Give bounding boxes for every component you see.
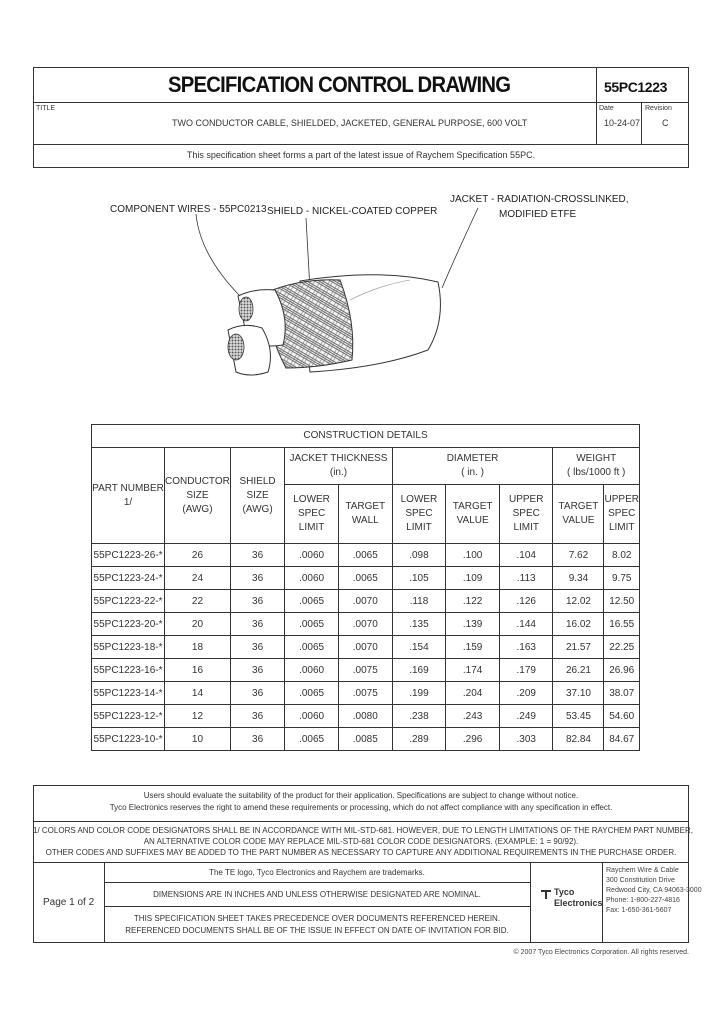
table-cell: 24: [165, 567, 231, 590]
table-cell: .0075: [338, 659, 392, 682]
table-cell: 7.62: [553, 544, 604, 567]
page-title: SPECIFICATION CONTROL DRAWING: [168, 72, 511, 97]
table-cell: 12.50: [604, 590, 640, 613]
note-1-line-2: AN ALTERNATIVE COLOR CODE MAY REPLACE MIL-STD-681 COLOR CODE DESIGNATORS. (EXAMPLE: 1 = 90/92).: [143, 837, 579, 846]
address-line: 300 Constitution Drive: [606, 877, 675, 884]
table-title: CONSTRUCTION DETAILS: [92, 425, 640, 448]
address-line: Phone: 1-800-227-4816: [606, 897, 680, 904]
cable-illustration: [0, 0, 720, 420]
table-cell: .109: [446, 567, 500, 590]
logo-line-1: Tyco: [554, 887, 575, 897]
sub-jacket-lower-spec-limit: LOWER SPEC LIMIT: [285, 485, 339, 544]
table-cell: .098: [392, 544, 446, 567]
table-cell: 16.02: [553, 613, 604, 636]
table-cell: .0075: [338, 682, 392, 705]
page-number: Page 1 of 2: [43, 897, 95, 908]
sub-weight-upper-spec-limit: UPPER SPEC LIMIT: [604, 485, 640, 544]
table-cell: 10: [165, 728, 231, 751]
table-row: [92, 590, 640, 613]
table-cell: 55PC1223-12-*: [92, 705, 165, 728]
table-cell: .179: [500, 659, 553, 682]
table-cell: .209: [500, 682, 553, 705]
table-cell: 55PC1223-24-*: [92, 567, 165, 590]
table-cell: .118: [392, 590, 446, 613]
table-cell: .0070: [338, 590, 392, 613]
sub-diameter-target-value: TARGET VALUE: [446, 485, 500, 544]
table-cell: 22: [165, 590, 231, 613]
table-cell: 55PC1223-10-*: [92, 728, 165, 751]
table-cell: 55PC1223-16-*: [92, 659, 165, 682]
doc-number: 55PC1223: [604, 79, 667, 95]
note-1-line-3: OTHER CODES AND SUFFIXES MAY BE ADDED TO THE PART NUMBER AS NECESSARY TO CAPTURE ANY ADDITIONAL REQUIREMENTS IN THE PURCHASE ORDER.: [45, 848, 677, 857]
table-cell: 9.34: [553, 567, 604, 590]
table-cell: .0070: [338, 636, 392, 659]
table-cell: .159: [446, 636, 500, 659]
table-cell: 9.75: [604, 567, 640, 590]
table-cell: .249: [500, 705, 553, 728]
table-cell: 21.57: [553, 636, 604, 659]
table-cell: .135: [392, 613, 446, 636]
trademarks-note: The TE logo, Tyco Electronics and Raychem are trademarks.: [209, 868, 425, 877]
note-1-line-1: 1/ COLORS AND COLOR CODE DESIGNATORS SHALL BE IN ACCORDANCE WITH MIL-STD-681. HOWEVER, DUE TO LENGTH LIMITATIONS OF THE RAYCHEM PART NUMBER,: [33, 826, 693, 835]
table-cell: 36: [230, 636, 284, 659]
precedence-line-1: THIS SPECIFICATION SHEET TAKES PRECEDENCE OVER DOCUMENTS REFERENCED HEREIN.: [133, 914, 501, 923]
copyright: © 2007 Tyco Electronics Corporation. All rights reserved.: [513, 949, 689, 956]
table-cell: 12: [165, 705, 231, 728]
table-cell: .0070: [338, 613, 392, 636]
table-cell: 20: [165, 613, 231, 636]
table-cell: 55PC1223-20-*: [92, 613, 165, 636]
table-row: [92, 636, 640, 659]
table-cell: 26.96: [604, 659, 640, 682]
table-cell: 55PC1223-18-*: [92, 636, 165, 659]
logo-line-2: Electronics: [554, 898, 603, 908]
table-row: [92, 705, 640, 728]
sub-weight-target-value: TARGET VALUE: [553, 485, 604, 544]
title-text: TWO CONDUCTOR CABLE, SHIELDED, JACKETED, GENERAL PURPOSE, 600 VOLT: [172, 118, 528, 128]
table-cell: .126: [500, 590, 553, 613]
table-row: [92, 728, 640, 751]
leader-jacket: [442, 208, 478, 288]
table-cell: 36: [230, 590, 284, 613]
col-part-number: PART NUMBER 1/: [92, 448, 165, 544]
table-cell: 82.84: [553, 728, 604, 751]
revision-label: Revision: [645, 105, 672, 112]
label-shield: SHIELD - NICKEL-COATED COPPER: [267, 206, 438, 217]
table-cell: 16.55: [604, 613, 640, 636]
table-cell: 8.02: [604, 544, 640, 567]
sub-diameter-lower-spec-limit: LOWER SPEC LIMIT: [392, 485, 446, 544]
table-cell: .0060: [285, 567, 339, 590]
table-row: [92, 567, 640, 590]
table-cell: 55PC1223-14-*: [92, 682, 165, 705]
table-cell: 36: [230, 659, 284, 682]
table-cell: 36: [230, 544, 284, 567]
table-cell: .100: [446, 544, 500, 567]
col-shield-size: SHIELD SIZE (AWG): [230, 448, 284, 544]
table-cell: .0080: [338, 705, 392, 728]
table-cell: 55PC1223-26-*: [92, 544, 165, 567]
table-row: [92, 613, 640, 636]
table-cell: .303: [500, 728, 553, 751]
conductor-end-upper: [239, 297, 253, 321]
table-cell: .163: [500, 636, 553, 659]
users-note-2: Tyco Electronics reserves the right to amend these requirements or processing, which do not affect compliance with any specification in effect.: [109, 803, 613, 812]
table-cell: .0065: [285, 613, 339, 636]
sub-jacket-target-wall: TARGET WALL: [338, 485, 392, 544]
table-cell: 84.67: [604, 728, 640, 751]
table-cell: 36: [230, 613, 284, 636]
users-note-1: Users should evaluate the suitability of the product for their application. Specifications are subject to change without notice.: [143, 791, 579, 800]
table-cell: 22.25: [604, 636, 640, 659]
table-cell: .0065: [285, 590, 339, 613]
precedence-line-2: REFERENCED DOCUMENTS SHALL BE OF THE ISSUE IN EFFECT ON DATE OF INVITATION FOR BID.: [125, 926, 509, 935]
label-jacket-line2: MODIFIED ETFE: [499, 209, 577, 220]
table-cell: 36: [230, 728, 284, 751]
table-cell: .105: [392, 567, 446, 590]
revision-value: C: [662, 118, 669, 128]
table-cell: .113: [500, 567, 553, 590]
table-cell: .296: [446, 728, 500, 751]
table-cell: 36: [230, 682, 284, 705]
table-cell: 36: [230, 705, 284, 728]
date-value: 10-24-07: [604, 118, 641, 128]
col-conductor-size: CONDUCTOR SIZE (AWG): [165, 448, 231, 544]
group-weight: WEIGHT ( lbs/1000 ft ): [553, 448, 640, 485]
table-cell: 54.60: [604, 705, 640, 728]
table-row: [92, 544, 640, 567]
address-line: Fax: 1-650-361-5607: [606, 907, 672, 914]
date-label: Date: [599, 105, 614, 112]
sub-diameter-upper-spec-limit: UPPER SPEC LIMIT: [500, 485, 553, 544]
leader-component-wires: [196, 214, 240, 296]
label-component-wires: COMPONENT WIRES - 55PC0213: [110, 204, 267, 215]
table-cell: 38.07: [604, 682, 640, 705]
table-cell: 53.45: [553, 705, 604, 728]
table-cell: .0060: [285, 544, 339, 567]
title-label: TITLE: [36, 105, 56, 112]
table-cell: .0065: [338, 567, 392, 590]
table-cell: 37.10: [553, 682, 604, 705]
table-cell: 36: [230, 567, 284, 590]
table-cell: 12.02: [553, 590, 604, 613]
table-cell: .174: [446, 659, 500, 682]
address-line: Redwood City, CA 94063-3000: [606, 887, 702, 894]
table-cell: .122: [446, 590, 500, 613]
table-cell: .238: [392, 705, 446, 728]
group-diameter: DIAMETER ( in. ): [392, 448, 553, 485]
conductor-end-lower: [228, 334, 244, 360]
table-cell: .204: [446, 682, 500, 705]
group-jacket-thickness: JACKET THICKNESS (in.): [285, 448, 392, 485]
table-cell: .0060: [285, 659, 339, 682]
table-cell: .154: [392, 636, 446, 659]
spec-note: This specification sheet forms a part of the latest issue of Raychem Specification 55PC.: [186, 150, 536, 160]
table-cell: 55PC1223-22-*: [92, 590, 165, 613]
table-cell: .0065: [285, 636, 339, 659]
table-cell: .0065: [285, 682, 339, 705]
address-block: [606, 866, 702, 916]
table-cell: .0060: [285, 705, 339, 728]
table-cell: 16: [165, 659, 231, 682]
table-cell: .0065: [285, 728, 339, 751]
table-cell: .169: [392, 659, 446, 682]
table-cell: 26: [165, 544, 231, 567]
table-cell: .0085: [338, 728, 392, 751]
table-cell: 26.21: [553, 659, 604, 682]
address-line: Raychem Wire & Cable: [606, 867, 679, 874]
table-row: [92, 659, 640, 682]
table-cell: .289: [392, 728, 446, 751]
table-cell: .104: [500, 544, 553, 567]
dimensions-note: DIMENSIONS ARE IN INCHES AND UNLESS OTHERWISE DESIGNATED ARE NOMINAL.: [153, 890, 481, 899]
table-row: [92, 682, 640, 705]
table-cell: .139: [446, 613, 500, 636]
table-cell: .144: [500, 613, 553, 636]
table-cell: .0065: [338, 544, 392, 567]
table-cell: .243: [446, 705, 500, 728]
table-cell: .199: [392, 682, 446, 705]
tyco-logo-icon: [539, 887, 553, 901]
construction-details-table: [91, 424, 640, 751]
label-jacket-line1: JACKET - RADIATION-CROSSLINKED,: [450, 194, 629, 205]
table-cell: 18: [165, 636, 231, 659]
table-cell: 14: [165, 682, 231, 705]
